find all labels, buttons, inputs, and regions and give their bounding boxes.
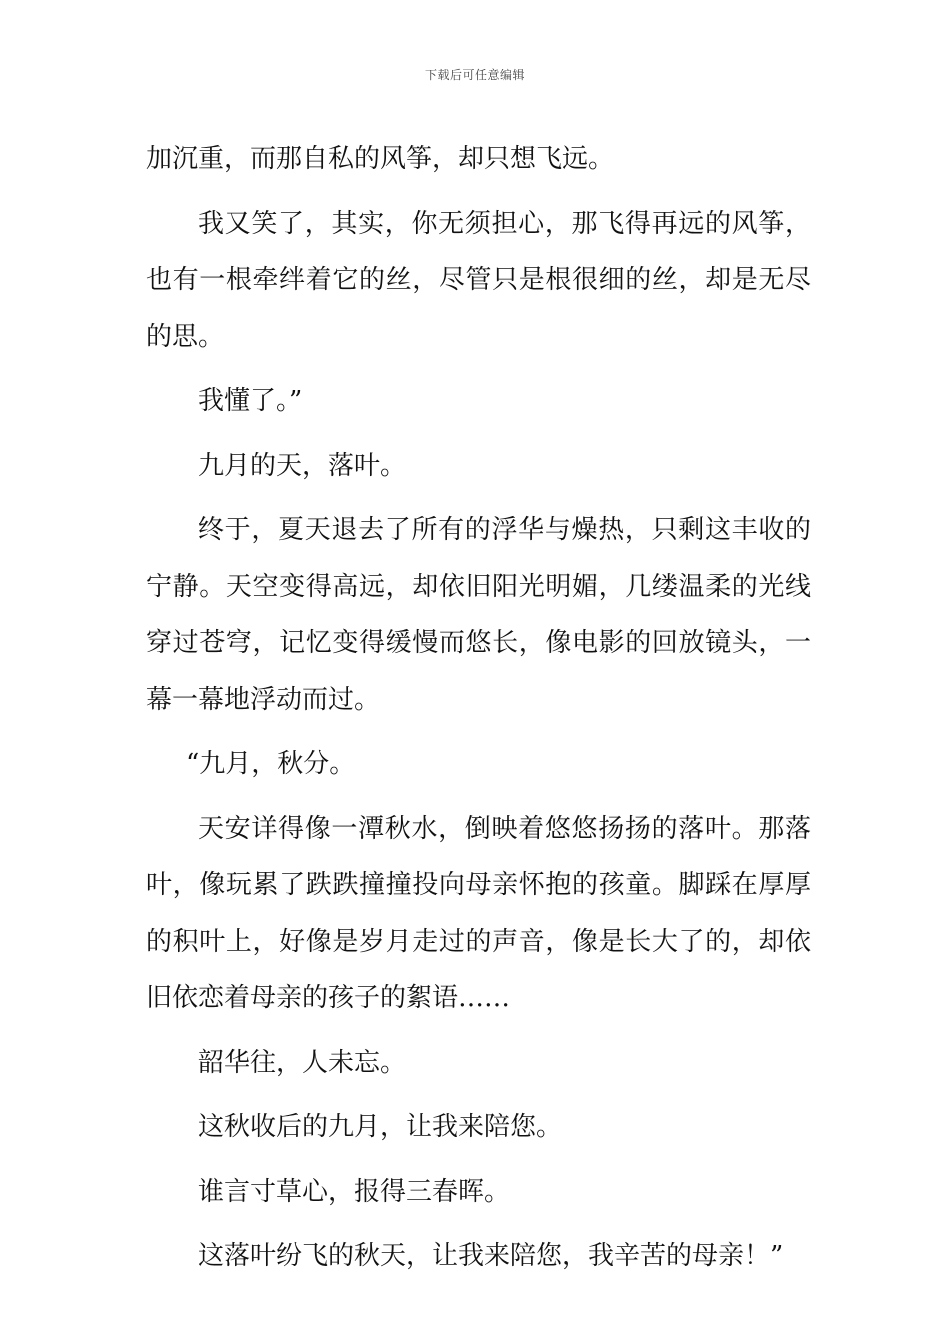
paragraph-5: 终于，夏天退去了所有的浮华与燥热，只剩这丰收的宁静。天空变得高远，却依旧阳光明媚，几缕温柔的光线穿过苍穹，记忆变得缓慢而悠长，像电影的回放镜头，一幕一幕地浮动而过。 bbox=[146, 515, 811, 715]
paragraph-8: 韶华往，人未忘。 bbox=[198, 1047, 407, 1078]
page-header: 下载后可任意编辑 bbox=[424, 68, 525, 82]
paragraph-2: 我又笑了，其实，你无须担心，那飞得再远的风筝，也有一根牵绊着它的丝，尽管只是根很细的丝，却是无尽的思。 bbox=[146, 208, 811, 352]
paragraph-1: 加沉重，而那自私的风筝，却只想飞远。 bbox=[146, 144, 615, 174]
document-body bbox=[146, 131, 811, 1293]
paragraph-7: 天安详得像一潭秋水，倒映着悠悠扬扬的落叶。那落叶，像玩累了跌跌撞撞投向母亲怀抱的孩童。脚踩在厚厚的积叶上，好像是岁月走过的声音，像是长大了的，却依旧依恋着母亲的孩子的絮语…… bbox=[146, 813, 811, 1013]
paragraph-10: 谁言寸草心，报得三春晖。 bbox=[198, 1176, 511, 1207]
paragraph-3: 我懂了。” bbox=[198, 386, 303, 416]
paragraph-6: “九月，秋分。 bbox=[186, 749, 356, 779]
paragraph-4: 九月的天，落叶。 bbox=[198, 450, 407, 481]
paragraph-11: 这落叶纷飞的秋天，让我来陪您，我辛苦的母亲！” bbox=[198, 1241, 784, 1271]
paragraph-9: 这秋收后的九月，让我来陪您。 bbox=[198, 1112, 563, 1142]
